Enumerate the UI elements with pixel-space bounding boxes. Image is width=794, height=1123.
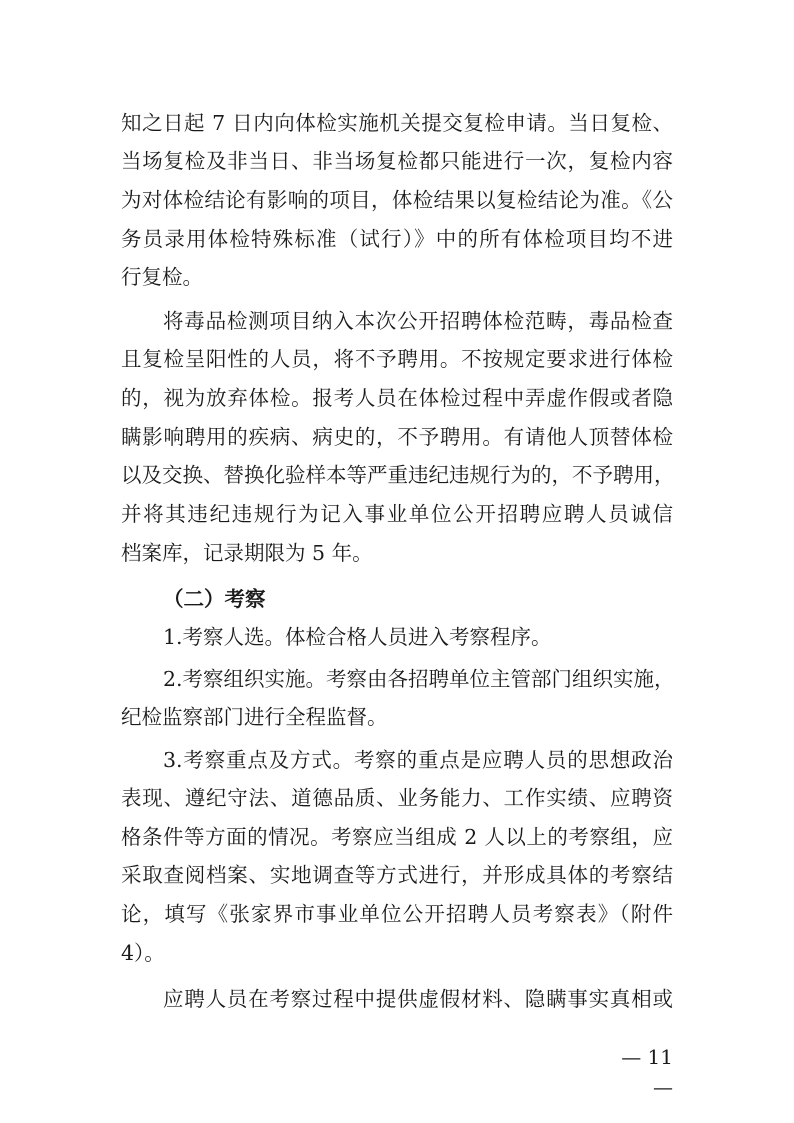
section-heading: （二）考察	[163, 587, 266, 611]
text-line: 的，视为放弃体检。报考人员在体检过程中弄虚作假或者隐	[121, 386, 673, 410]
text-line: 档案库，记录期限为 5 年。	[121, 541, 373, 565]
text-line: 论，填写《张家界市事业单位公开招聘人员考察表》（附件	[121, 902, 673, 926]
text-line: 2.考察组织实施。考察由各招聘单位主管部门组织实施，	[163, 667, 675, 691]
text-line: 纪检监察部门进行全程监督。	[121, 705, 388, 729]
text-line: 并将其违纪违规行为记入事业单位公开招聘应聘人员诚信	[121, 502, 673, 526]
text-line: 为对体检结论有影响的项目，体检结果以复检结论为准。《公	[121, 188, 673, 212]
text-line: 当场复检及非当日、非当场复检都只能进行一次，复检内容	[121, 149, 673, 173]
text-line: 应聘人员在考察过程中提供虚假材料、隐瞒事实真相或	[163, 987, 673, 1011]
text-line: 瞒影响聘用的疾病、病史的，不予聘用。有请他人顶替体检	[121, 425, 673, 449]
text-line: 1.考察人选。体检合格人员进入考察程序。	[163, 625, 552, 649]
text-line: 采取查阅档案、实地调查等方式进行，并形成具体的考察结	[121, 863, 673, 887]
text-line: 行复检。	[121, 265, 203, 289]
text-line: 且复检呈阳性的人员，将不予聘用。不按规定要求进行体检	[121, 347, 673, 371]
text-line: 格条件等方面的情况。考察应当组成 2 人以上的考察组，应	[121, 825, 673, 849]
text-line: 表现、遵纪守法、道德品质、业务能力、工作实绩、应聘资	[121, 786, 673, 810]
text-line: 知之日起 7 日内向体检实施机关提交复检申请。当日复检、	[121, 111, 673, 135]
text-line: 4）。	[121, 941, 165, 965]
text-line: 以及交换、替换化验样本等严重违纪违规行为的，不予聘用，	[121, 463, 675, 487]
text-line: 3.考察重点及方式。考察的重点是应聘人员的思想政治	[163, 748, 673, 772]
text-line: 务员录用体检特殊标准（试行）》中的所有体检项目均不进	[121, 227, 673, 251]
text-line: 将毒品检测项目纳入本次公开招聘体检范畴，毒品检查	[163, 309, 673, 333]
page-number: — 11 —	[621, 1045, 673, 1099]
